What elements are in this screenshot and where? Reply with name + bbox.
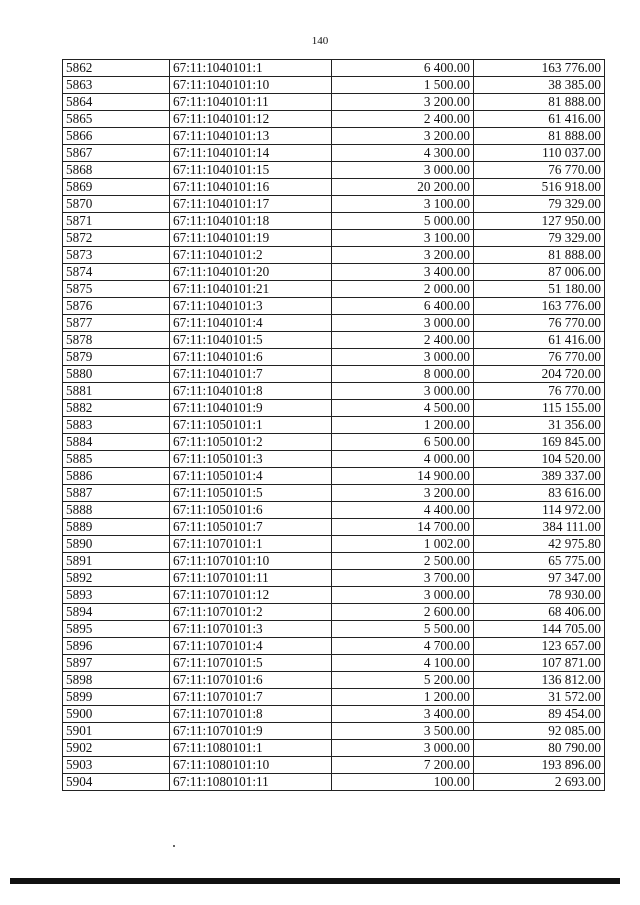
row-number-cell: 5897 [63,655,170,672]
area-cell: 2 600.00 [332,604,474,621]
table-row [63,621,605,638]
table-row [63,672,605,689]
cadastral-number-cell: 67:11:1040101:8 [170,383,332,400]
row-number-cell: 5898 [63,672,170,689]
value-cell: 193 896.00 [474,757,605,774]
stray-mark [173,845,175,847]
cadastral-number-cell: 67:11:1070101:4 [170,638,332,655]
cadastral-number-cell: 67:11:1040101:19 [170,230,332,247]
row-number-cell: 5867 [63,145,170,162]
area-cell: 3 000.00 [332,349,474,366]
table-row [63,485,605,502]
cadastral-number-cell: 67:11:1070101:2 [170,604,332,621]
row-number-cell: 5896 [63,638,170,655]
cadastral-number-cell: 67:11:1070101:5 [170,655,332,672]
row-number-cell: 5870 [63,196,170,213]
row-number-cell: 5901 [63,723,170,740]
row-number-cell: 5871 [63,213,170,230]
value-cell: 2 693.00 [474,774,605,791]
cadastral-number-cell: 67:11:1080101:10 [170,757,332,774]
value-cell: 61 416.00 [474,332,605,349]
value-cell: 42 975.80 [474,536,605,553]
table-body [63,60,605,791]
cadastral-number-cell: 67:11:1070101:6 [170,672,332,689]
area-cell: 8 000.00 [332,366,474,383]
value-cell: 389 337.00 [474,468,605,485]
value-cell: 61 416.00 [474,111,605,128]
value-cell: 65 775.00 [474,553,605,570]
area-cell: 3 200.00 [332,94,474,111]
area-cell: 3 700.00 [332,570,474,587]
row-number-cell: 5869 [63,179,170,196]
row-number-cell: 5863 [63,77,170,94]
land-parcel-table [62,59,605,791]
table-row [63,553,605,570]
cadastral-number-cell: 67:11:1070101:3 [170,621,332,638]
cadastral-number-cell: 67:11:1050101:1 [170,417,332,434]
value-cell: 80 790.00 [474,740,605,757]
value-cell: 51 180.00 [474,281,605,298]
cadastral-number-cell: 67:11:1050101:7 [170,519,332,536]
table-row [63,468,605,485]
value-cell: 89 454.00 [474,706,605,723]
area-cell: 4 700.00 [332,638,474,655]
area-cell: 3 000.00 [332,315,474,332]
row-number-cell: 5874 [63,264,170,281]
row-number-cell: 5884 [63,434,170,451]
table-row [63,60,605,77]
row-number-cell: 5876 [63,298,170,315]
row-number-cell: 5893 [63,587,170,604]
area-cell: 3 200.00 [332,485,474,502]
cadastral-number-cell: 67:11:1040101:16 [170,179,332,196]
area-cell: 3 000.00 [332,162,474,179]
cadastral-number-cell: 67:11:1040101:2 [170,247,332,264]
value-cell: 79 329.00 [474,230,605,247]
value-cell: 81 888.00 [474,247,605,264]
area-cell: 5 000.00 [332,213,474,230]
cadastral-number-cell: 67:11:1040101:4 [170,315,332,332]
row-number-cell: 5862 [63,60,170,77]
value-cell: 115 155.00 [474,400,605,417]
table-row [63,128,605,145]
area-cell: 2 000.00 [332,281,474,298]
table-row [63,723,605,740]
value-cell: 68 406.00 [474,604,605,621]
row-number-cell: 5887 [63,485,170,502]
area-cell: 3 200.00 [332,247,474,264]
value-cell: 76 770.00 [474,162,605,179]
cadastral-number-cell: 67:11:1040101:3 [170,298,332,315]
table-row [63,315,605,332]
row-number-cell: 5894 [63,604,170,621]
row-number-cell: 5866 [63,128,170,145]
table-row [63,298,605,315]
cadastral-number-cell: 67:11:1070101:10 [170,553,332,570]
row-number-cell: 5879 [63,349,170,366]
cadastral-number-cell: 67:11:1070101:1 [170,536,332,553]
table-row [63,281,605,298]
table-row [63,213,605,230]
area-cell: 3 000.00 [332,740,474,757]
table-row [63,332,605,349]
area-cell: 14 700.00 [332,519,474,536]
area-cell: 4 300.00 [332,145,474,162]
table-row [63,740,605,757]
value-cell: 87 006.00 [474,264,605,281]
table-row [63,383,605,400]
cadastral-number-cell: 67:11:1070101:7 [170,689,332,706]
cadastral-number-cell: 67:11:1070101:9 [170,723,332,740]
cadastral-number-cell: 67:11:1050101:5 [170,485,332,502]
row-number-cell: 5875 [63,281,170,298]
area-cell: 14 900.00 [332,468,474,485]
value-cell: 92 085.00 [474,723,605,740]
table-row [63,757,605,774]
value-cell: 31 572.00 [474,689,605,706]
cadastral-number-cell: 67:11:1040101:10 [170,77,332,94]
table-row [63,264,605,281]
value-cell: 107 871.00 [474,655,605,672]
value-cell: 123 657.00 [474,638,605,655]
value-cell: 163 776.00 [474,298,605,315]
table-row [63,366,605,383]
value-cell: 384 111.00 [474,519,605,536]
bottom-rule [10,878,620,884]
area-cell: 4 000.00 [332,451,474,468]
table-row [63,774,605,791]
cadastral-number-cell: 67:11:1040101:9 [170,400,332,417]
table-row [63,230,605,247]
area-cell: 2 400.00 [332,111,474,128]
value-cell: 38 385.00 [474,77,605,94]
value-cell: 31 356.00 [474,417,605,434]
table-row [63,417,605,434]
cadastral-number-cell: 67:11:1040101:1 [170,60,332,77]
table-row [63,434,605,451]
cadastral-number-cell: 67:11:1070101:11 [170,570,332,587]
row-number-cell: 5872 [63,230,170,247]
cadastral-number-cell: 67:11:1040101:7 [170,366,332,383]
row-number-cell: 5900 [63,706,170,723]
area-cell: 2 400.00 [332,332,474,349]
value-cell: 127 950.00 [474,213,605,230]
table-row [63,111,605,128]
cadastral-number-cell: 67:11:1080101:1 [170,740,332,757]
value-cell: 83 616.00 [474,485,605,502]
table-row [63,94,605,111]
cadastral-number-cell: 67:11:1040101:11 [170,94,332,111]
cadastral-number-cell: 67:11:1050101:2 [170,434,332,451]
area-cell: 1 500.00 [332,77,474,94]
area-cell: 3 000.00 [332,587,474,604]
value-cell: 104 520.00 [474,451,605,468]
value-cell: 81 888.00 [474,94,605,111]
row-number-cell: 5899 [63,689,170,706]
row-number-cell: 5868 [63,162,170,179]
row-number-cell: 5865 [63,111,170,128]
value-cell: 110 037.00 [474,145,605,162]
area-cell: 3 500.00 [332,723,474,740]
table-row [63,196,605,213]
table-row [63,451,605,468]
cadastral-number-cell: 67:11:1040101:20 [170,264,332,281]
area-cell: 100.00 [332,774,474,791]
cadastral-number-cell: 67:11:1050101:3 [170,451,332,468]
area-cell: 3 400.00 [332,264,474,281]
row-number-cell: 5881 [63,383,170,400]
area-cell: 4 100.00 [332,655,474,672]
cadastral-number-cell: 67:11:1040101:21 [170,281,332,298]
cadastral-number-cell: 67:11:1050101:4 [170,468,332,485]
page-number: 140 [311,35,329,47]
value-cell: 81 888.00 [474,128,605,145]
value-cell: 97 347.00 [474,570,605,587]
cadastral-number-cell: 67:11:1040101:6 [170,349,332,366]
table-row [63,587,605,604]
row-number-cell: 5873 [63,247,170,264]
area-cell: 5 200.00 [332,672,474,689]
row-number-cell: 5885 [63,451,170,468]
area-cell: 1 200.00 [332,417,474,434]
value-cell: 79 329.00 [474,196,605,213]
area-cell: 20 200.00 [332,179,474,196]
value-cell: 78 930.00 [474,587,605,604]
value-cell: 76 770.00 [474,315,605,332]
table-row [63,536,605,553]
table-row [63,247,605,264]
table-row [63,706,605,723]
value-cell: 114 972.00 [474,502,605,519]
value-cell: 516 918.00 [474,179,605,196]
cadastral-number-cell: 67:11:1040101:18 [170,213,332,230]
cadastral-number-cell: 67:11:1070101:8 [170,706,332,723]
area-cell: 5 500.00 [332,621,474,638]
row-number-cell: 5903 [63,757,170,774]
row-number-cell: 5883 [63,417,170,434]
area-cell: 3 400.00 [332,706,474,723]
row-number-cell: 5902 [63,740,170,757]
table-row [63,638,605,655]
row-number-cell: 5864 [63,94,170,111]
cadastral-number-cell: 67:11:1040101:14 [170,145,332,162]
table-row [63,570,605,587]
area-cell: 3 000.00 [332,383,474,400]
cadastral-number-cell: 67:11:1080101:11 [170,774,332,791]
table-row [63,179,605,196]
cadastral-number-cell: 67:11:1040101:13 [170,128,332,145]
table-row [63,162,605,179]
cadastral-number-cell: 67:11:1040101:17 [170,196,332,213]
value-cell: 76 770.00 [474,383,605,400]
row-number-cell: 5888 [63,502,170,519]
cadastral-number-cell: 67:11:1040101:15 [170,162,332,179]
row-number-cell: 5880 [63,366,170,383]
value-cell: 76 770.00 [474,349,605,366]
value-cell: 163 776.00 [474,60,605,77]
area-cell: 1 002.00 [332,536,474,553]
row-number-cell: 5886 [63,468,170,485]
area-cell: 2 500.00 [332,553,474,570]
area-cell: 6 400.00 [332,60,474,77]
table-row [63,145,605,162]
table-row [63,77,605,94]
row-number-cell: 5895 [63,621,170,638]
row-number-cell: 5904 [63,774,170,791]
row-number-cell: 5882 [63,400,170,417]
value-cell: 169 845.00 [474,434,605,451]
area-cell: 4 400.00 [332,502,474,519]
cadastral-number-cell: 67:11:1040101:12 [170,111,332,128]
row-number-cell: 5890 [63,536,170,553]
area-cell: 3 200.00 [332,128,474,145]
area-cell: 7 200.00 [332,757,474,774]
table-row [63,604,605,621]
cadastral-number-cell: 67:11:1040101:5 [170,332,332,349]
area-cell: 3 100.00 [332,230,474,247]
table-row [63,689,605,706]
area-cell: 6 500.00 [332,434,474,451]
row-number-cell: 5892 [63,570,170,587]
area-cell: 3 100.00 [332,196,474,213]
table-row [63,655,605,672]
table-row [63,349,605,366]
row-number-cell: 5878 [63,332,170,349]
area-cell: 6 400.00 [332,298,474,315]
table-row [63,519,605,536]
area-cell: 4 500.00 [332,400,474,417]
table-row [63,400,605,417]
row-number-cell: 5889 [63,519,170,536]
cadastral-number-cell: 67:11:1070101:12 [170,587,332,604]
row-number-cell: 5877 [63,315,170,332]
table-row [63,502,605,519]
cadastral-number-cell: 67:11:1050101:6 [170,502,332,519]
value-cell: 136 812.00 [474,672,605,689]
row-number-cell: 5891 [63,553,170,570]
area-cell: 1 200.00 [332,689,474,706]
value-cell: 144 705.00 [474,621,605,638]
value-cell: 204 720.00 [474,366,605,383]
